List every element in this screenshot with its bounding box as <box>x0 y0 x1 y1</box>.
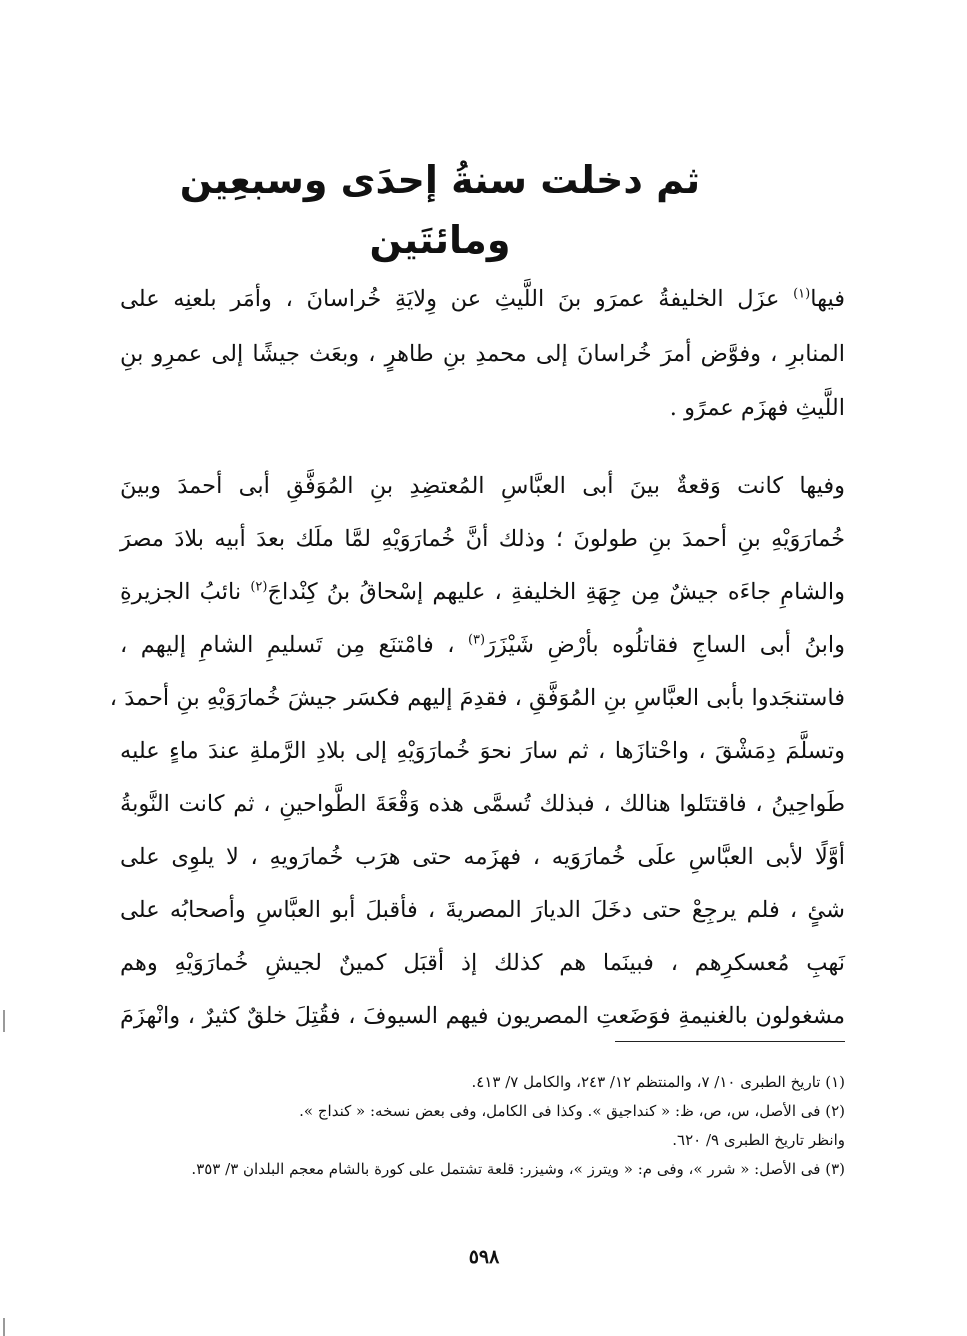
footnote-2: (٢) فى الأصل، س، ص، ظ: « كنداجيق ». وكذا فى الكامل، وفى بعض نسخه: « كنداج ». <box>299 1102 845 1120</box>
scan-edge-mark <box>3 1318 5 1336</box>
paragraph-2-line-9: شئٍ ، فلم يرجِعْ حتى دخَلَ الديارَ المصريةَ ، فأقبلَ أبو العبَّاسِ وأصحابُه على <box>120 897 845 923</box>
paragraph-2-line-6: وتسلَّمَ دِمَشْقَ ، واحْتازَها ، ثم سارَ نحوَ خُمارَوَيْهِ إلى بلادِ الرَّملةِ عندَ ماءٍ عليه <box>120 738 845 764</box>
footnote-1: (١) تاريخ الطبرى ١٠/ ٧، والمنتظم ١٢/ ٢٤٣، والكامل ٧/ ٤١٣. <box>471 1073 845 1091</box>
footnote-3: (٣) فى الأصل: « شرر »، وفى م: « ويترز »، وشيزر: قلعة تشتمل على كورة بالشام معجم البلدان ٣/ ٣٥٣. <box>191 1160 845 1178</box>
paragraph-2-line-3-end: نائبُ الجزيرةِ <box>120 579 242 605</box>
footnote-ref-1[interactable]: (١) <box>793 286 811 302</box>
paragraph-1 <box>120 272 845 436</box>
paragraph-2-line-3-text: والشامِ جاءَه جيشٌ مِن جِهَةِ الخليفةِ ، عليهم إسْحاقُ بنُ كِنْداجَ <box>267 579 845 605</box>
paragraph-2-line-4-text: وابنُ أبى الساجِ فقاتلُوه بأرْضِ شَيْزَرَ <box>485 632 845 658</box>
paragraph-2-line-3 <box>120 566 845 619</box>
page-number: ٥٩٨ <box>468 1246 500 1268</box>
paragraph-1-line-3: اللَّيثِ فهزَم عمرًو . <box>669 395 845 421</box>
paragraph-1-line-1-text: عزَل الخليفةُ عمرَو بنَ اللَّيثِ عن وِلايَةِ خُراسانَ ، وأمَر بلعنِه على <box>120 286 780 312</box>
paragraph-2-line-1: وفيها كانت وَقعةٌ بينَ أبى العبَّاسِ المُعتضِدِ بنِ المُوَفَّقِ أبى أحمدَ وبينَ <box>120 473 845 499</box>
paragraph-1-line-1 <box>120 272 845 327</box>
paragraph-2-line-10: نَهبِ مُعسكرِهم ، فبينَما هم كذلك إذ أقبَل كمينٌ لجيشِ خُمارَوَيْهِ وهم <box>120 950 845 976</box>
footnote-2-continued: وانظر تاريخ الطبرى ٩/ ٦٢٠. <box>672 1131 845 1149</box>
paragraph-1-line-2: المنابرِ ، وفوَّض أمرَ خُراسانَ إلى محمدِ بنِ طاهرٍ ، وبعَث جيشًا إلى عمرِو بنِ <box>120 340 845 367</box>
paragraph-2-line-4-end: ، فامْتنَع مِن تَسليمِ الشامِ إليهم ، <box>120 632 455 658</box>
paragraph-2 <box>109 460 845 1043</box>
footnote-ref-2[interactable]: (٢) <box>250 579 268 595</box>
footnotes <box>120 1068 845 1184</box>
paragraph-2-line-7: طَواحِينُ ، فاقتتَلوا هنالك ، فبذلك تُسمَّى هذه وَقْعَةَ الطَّواحينِ ، ثم كانت النَّوبةُ <box>120 791 845 817</box>
paragraph-2-line-11: مشغولون بالغنيمةِ فوَضَعتِ المصريون فيهم السيوفَ ، فقُتِلَ خلقٌ كثيرٌ ، وانْهزَمَ <box>120 1003 845 1029</box>
chapter-heading: ثم دخلت سنةُ إحدَى وسبعِين ومائتَين <box>179 158 701 262</box>
paragraph-2-line-8: أوَّلًا لأبى العبَّاسِ علَى خُمارَوَيه ، فهزَمه حتى هرَب خُمارَويهِ ، لا يلوِى على <box>120 844 845 870</box>
scan-edge-mark <box>3 1010 5 1032</box>
footnote-ref-3[interactable]: (٣) <box>467 632 486 648</box>
footnote-divider <box>615 1041 845 1042</box>
paragraph-1-lead-word: فيها <box>810 286 845 312</box>
paragraph-2-line-5: فاستنجَدوا بأبى العبَّاسِ بنِ المُوَفَّقِ ، فقدِمَ إليهم فكسَر جيشَ خُمارَوَيْهِ بنِ أحمدَ ، <box>109 685 845 711</box>
paragraph-2-line-2: خُمارَوَيْهِ بنِ أحمدَ بنِ طولونَ ؛ وذلك أنَّ خُمارَوَيْهِ لمَّا ملَك بعدَ أبيه بلادَ مصرَ <box>120 526 845 552</box>
paragraph-2-line-4 <box>120 619 845 672</box>
